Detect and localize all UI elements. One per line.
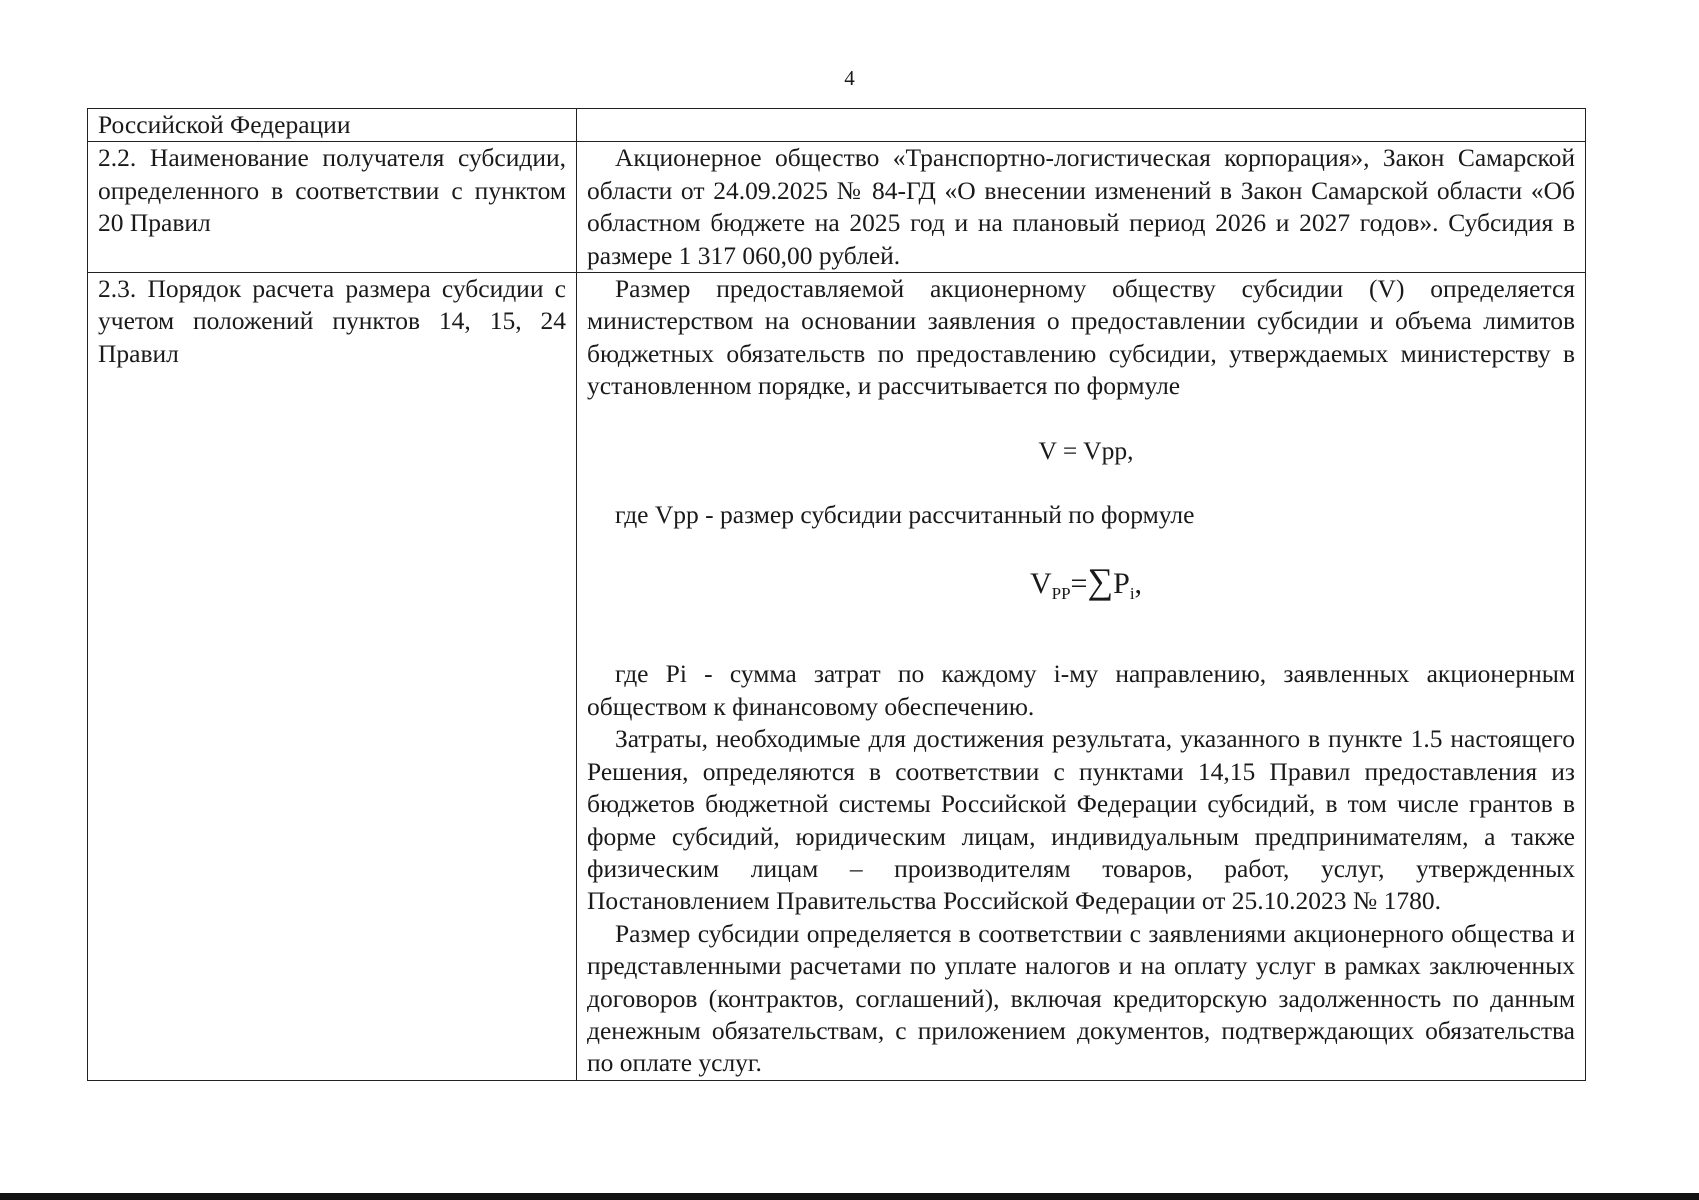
- formula-lhs: V: [1029, 567, 1052, 601]
- formula-rhs-subscript: i: [1129, 584, 1135, 604]
- scan-edge: [0, 1193, 1699, 1200]
- formula-lhs-subscript: PP: [1051, 584, 1071, 604]
- recipient-text: Акционерное общество «Транспортно-логистическая корпорация», Закон Самарской области от 24.09.2025 № 84-ГД «О внесении изменений в Закон Самарской области «Об областном бюджете на 2025 год и на плановый период 2026 и 2027 годов». Субсидия в размере 1 317 060,00 рублей.: [587, 143, 1575, 270]
- sigma-symbol: ∑: [1087, 561, 1114, 602]
- subsidy-size-paragraph: Размер субсидии определяется в соответствии с заявлениями акционерного общества и представленными расчетами по уплате налогов и на оплату услуг в рамках заключенных договоров (контрактов, соглашений), включая кредиторскую задолженность по данным денежным обязательствам, с приложением документов, подтверждающих обязательства по оплате услуг.: [587, 918, 1575, 1078]
- document-table: [87, 108, 1586, 1081]
- formula-v: V = Vpp,: [1038, 435, 1134, 465]
- table-row: [88, 273, 1586, 1081]
- formula-rhs: P: [1113, 567, 1130, 601]
- table-row: [88, 142, 1586, 273]
- formula-equals: =: [1070, 567, 1088, 601]
- formula-v-explanation: где Vpp - размер субсидии рассчитанный по формуле: [615, 500, 1195, 530]
- row-content-cell: [577, 273, 1586, 1081]
- formula-vpp: [587, 561, 1575, 614]
- row-label: 2.2. Наименование получателя субсидии, определенного в соответствии с пунктом 20 Правил: [98, 143, 566, 238]
- row-content-cell: [577, 142, 1586, 273]
- calculation-intro: Размер предоставляемой акционерному обществу субсидии (V) определяется министерством на основании заявления о предоставлении субсидии и объема лимитов бюджетных обязательств по предоставлению субсидии, утверждаемых министерству в установленном порядке, и рассчитывается по формуле: [587, 274, 1575, 401]
- table-row: [88, 109, 1586, 142]
- row-label-cell: [88, 142, 577, 273]
- row-content-cell: [577, 109, 1586, 142]
- row-label-cell: [88, 109, 577, 142]
- costs-paragraph: Затраты, необходимые для достижения результата, указанного в пункте 1.5 настоящего Решения, определяются в соответствии с пунктами 14,15 Правил предоставления из бюджетов бюджетной системы Российской Федерации субсидий, в том числе грантов в форме субсидий, юридическим лицам, индивидуальным предпринимателям, а также физическим лицам – производителям товаров, работ, услуг, утвержденных Постановлением Правительства Российской Федерации от 25.10.2023 № 1780.: [587, 724, 1575, 916]
- row-label: Российской Федерации: [98, 110, 351, 139]
- formula-end: ,: [1134, 567, 1143, 601]
- page-number: 4: [844, 66, 855, 90]
- row-label-cell: [88, 273, 577, 1081]
- row-label: 2.3. Порядок расчета размера субсидии с учетом положений пунктов 14, 15, 24 Правил: [98, 274, 566, 368]
- formula-pi-explanation: где Pi - сумма затрат по каждому i-му направлению, заявленных акционерным обществом к финансовому обеспечению.: [587, 659, 1575, 721]
